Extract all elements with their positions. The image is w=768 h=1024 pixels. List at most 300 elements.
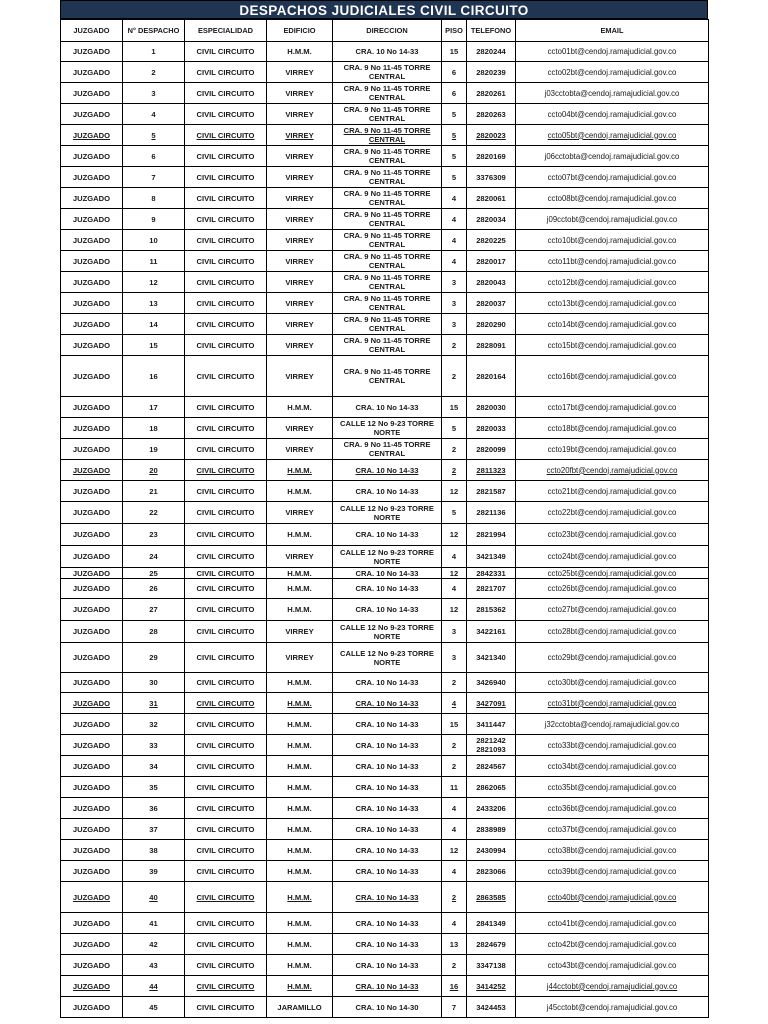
cell-edificio: VIRREY: [267, 272, 333, 293]
cell-juzgado: JUZGADO: [61, 481, 123, 502]
cell-despacho-number: 2: [123, 62, 185, 83]
cell-direccion: CRA. 10 No 14-33: [333, 913, 442, 934]
cell-direccion: CRA. 9 No 11-45 TORRE CENTRAL: [333, 209, 442, 230]
cell-piso: 12: [442, 599, 467, 621]
cell-telefono: 2820164: [467, 356, 516, 397]
table-row: [61, 673, 709, 693]
table-row: [61, 502, 709, 524]
cell-email: ccto21bt@cendoj.ramajudicial.gov.co: [516, 481, 709, 502]
cell-telefono: 2820034: [467, 209, 516, 230]
table-row: [61, 209, 709, 230]
cell-direccion: CRA. 10 No 14-33: [333, 861, 442, 882]
cell-direccion: CRA. 10 No 14-33: [333, 955, 442, 976]
cell-telefono: 2820023: [467, 125, 516, 146]
cell-piso: 2: [442, 735, 467, 756]
cell-especialidad: CIVIL CIRCUITO: [185, 397, 267, 418]
cell-piso: 3: [442, 621, 467, 643]
cell-edificio: H.M.M.: [267, 913, 333, 934]
cell-piso: 7: [442, 997, 467, 1018]
cell-juzgado: JUZGADO: [61, 62, 123, 83]
cell-juzgado: JUZGADO: [61, 777, 123, 798]
cell-email: ccto22bt@cendoj.ramajudicial.gov.co: [516, 502, 709, 524]
cell-direccion: CRA. 10 No 14-33: [333, 397, 442, 418]
cell-edificio: H.M.M.: [267, 861, 333, 882]
cell-email: ccto43bt@cendoj.ramajudicial.gov.co: [516, 955, 709, 976]
table-row: [61, 819, 709, 840]
cell-edificio: H.M.M.: [267, 673, 333, 693]
cell-email: ccto40bt@cendoj.ramajudicial.gov.co: [516, 882, 709, 913]
cell-email: ccto15bt@cendoj.ramajudicial.gov.co: [516, 335, 709, 356]
cell-edificio: VIRREY: [267, 439, 333, 460]
cell-especialidad: CIVIL CIRCUITO: [185, 314, 267, 335]
cell-despacho-number: 34: [123, 756, 185, 777]
cell-edificio: VIRREY: [267, 621, 333, 643]
cell-email: ccto05bt@cendoj.ramajudicial.gov.co: [516, 125, 709, 146]
cell-email: ccto35bt@cendoj.ramajudicial.gov.co: [516, 777, 709, 798]
cell-despacho-number: 45: [123, 997, 185, 1018]
cell-email: ccto36bt@cendoj.ramajudicial.gov.co: [516, 798, 709, 819]
cell-juzgado: JUZGADO: [61, 167, 123, 188]
cell-despacho-number: 9: [123, 209, 185, 230]
cell-juzgado: JUZGADO: [61, 293, 123, 314]
cell-especialidad: CIVIL CIRCUITO: [185, 272, 267, 293]
cell-telefono: 2863585: [467, 882, 516, 913]
cell-despacho-number: 15: [123, 335, 185, 356]
table-row: [61, 546, 709, 568]
cell-edificio: VIRREY: [267, 188, 333, 209]
cell-email: j45cctobt@cendoj.ramajudicial.gov.co: [516, 997, 709, 1018]
header-piso: PISO: [442, 20, 467, 42]
cell-piso: 2: [442, 882, 467, 913]
cell-email: ccto18bt@cendoj.ramajudicial.gov.co: [516, 418, 709, 439]
cell-juzgado: JUZGADO: [61, 735, 123, 756]
cell-especialidad: CIVIL CIRCUITO: [185, 798, 267, 819]
table-row: [61, 777, 709, 798]
table-row: [61, 568, 709, 579]
cell-telefono: 2821242 2821093: [467, 735, 516, 756]
cell-direccion: CRA. 10 No 14-33: [333, 693, 442, 714]
cell-direccion: CRA. 9 No 11-45 TORRE CENTRAL: [333, 104, 442, 125]
cell-email: j32cctobta@cendoj.ramajudicial.gov.co: [516, 714, 709, 735]
cell-email: ccto17bt@cendoj.ramajudicial.gov.co: [516, 397, 709, 418]
cell-especialidad: CIVIL CIRCUITO: [185, 251, 267, 272]
cell-email: ccto07bt@cendoj.ramajudicial.gov.co: [516, 167, 709, 188]
cell-especialidad: CIVIL CIRCUITO: [185, 976, 267, 997]
cell-telefono: 2823066: [467, 861, 516, 882]
cell-despacho-number: 8: [123, 188, 185, 209]
table-row: [61, 418, 709, 439]
cell-email: ccto27bt@cendoj.ramajudicial.gov.co: [516, 599, 709, 621]
cell-juzgado: JUZGADO: [61, 502, 123, 524]
cell-direccion: CRA. 9 No 11-45 TORRE CENTRAL: [333, 293, 442, 314]
cell-direccion: CRA. 10 No 14-33: [333, 798, 442, 819]
cell-especialidad: CIVIL CIRCUITO: [185, 42, 267, 62]
cell-juzgado: JUZGADO: [61, 314, 123, 335]
cell-piso: 2: [442, 955, 467, 976]
cell-juzgado: JUZGADO: [61, 83, 123, 104]
table-row: [61, 460, 709, 481]
cell-especialidad: CIVIL CIRCUITO: [185, 861, 267, 882]
cell-especialidad: CIVIL CIRCUITO: [185, 819, 267, 840]
table-row: [61, 579, 709, 599]
cell-despacho-number: 24: [123, 546, 185, 568]
cell-email: ccto31bt@cendoj.ramajudicial.gov.co: [516, 693, 709, 714]
cell-despacho-number: 43: [123, 955, 185, 976]
cell-email: ccto42bt@cendoj.ramajudicial.gov.co: [516, 934, 709, 955]
cell-telefono: 2820017: [467, 251, 516, 272]
cell-piso: 2: [442, 460, 467, 481]
cell-edificio: H.M.M.: [267, 714, 333, 735]
cell-piso: 5: [442, 502, 467, 524]
cell-juzgado: JUZGADO: [61, 125, 123, 146]
table-row: [61, 861, 709, 882]
cell-telefono: 2862065: [467, 777, 516, 798]
cell-direccion: CRA. 10 No 14-33: [333, 976, 442, 997]
cell-despacho-number: 38: [123, 840, 185, 861]
cell-juzgado: JUZGADO: [61, 599, 123, 621]
cell-direccion: CRA. 10 No 14-33: [333, 524, 442, 546]
table-row: [61, 621, 709, 643]
cell-juzgado: JUZGADO: [61, 693, 123, 714]
cell-direccion: CRA. 9 No 11-45 TORRE CENTRAL: [333, 251, 442, 272]
cell-email: ccto33bt@cendoj.ramajudicial.gov.co: [516, 735, 709, 756]
cell-edificio: VIRREY: [267, 418, 333, 439]
table-row: [61, 481, 709, 502]
cell-email: ccto25bt@cendoj.ramajudicial.gov.co: [516, 568, 709, 579]
table-body: [61, 42, 709, 1018]
cell-juzgado: JUZGADO: [61, 209, 123, 230]
cell-edificio: VIRREY: [267, 293, 333, 314]
cell-edificio: H.M.M.: [267, 397, 333, 418]
cell-direccion: CRA. 10 No 14-33: [333, 460, 442, 481]
cell-edificio: H.M.M.: [267, 524, 333, 546]
cell-despacho-number: 31: [123, 693, 185, 714]
cell-telefono: 3424453: [467, 997, 516, 1018]
header-edificio: EDIFICIO: [267, 20, 333, 42]
table-row: [61, 251, 709, 272]
cell-email: ccto28bt@cendoj.ramajudicial.gov.co: [516, 621, 709, 643]
cell-juzgado: JUZGADO: [61, 955, 123, 976]
cell-edificio: H.M.M.: [267, 735, 333, 756]
cell-despacho-number: 41: [123, 913, 185, 934]
table-row: [61, 913, 709, 934]
cell-despacho-number: 33: [123, 735, 185, 756]
cell-piso: 5: [442, 167, 467, 188]
cell-direccion: CALLE 12 No 9-23 TORRE NORTE: [333, 546, 442, 568]
cell-piso: 3: [442, 314, 467, 335]
cell-despacho-number: 35: [123, 777, 185, 798]
cell-piso: 2: [442, 673, 467, 693]
cell-juzgado: JUZGADO: [61, 460, 123, 481]
cell-telefono: 3421349: [467, 546, 516, 568]
table-row: [61, 104, 709, 125]
header-direccion: DIRECCION: [333, 20, 442, 42]
cell-telefono: 2820043: [467, 272, 516, 293]
cell-juzgado: JUZGADO: [61, 546, 123, 568]
cell-telefono: 2842331: [467, 568, 516, 579]
cell-email: ccto10bt@cendoj.ramajudicial.gov.co: [516, 230, 709, 251]
cell-direccion: CRA. 10 No 14-33: [333, 579, 442, 599]
cell-piso: 11: [442, 777, 467, 798]
cell-especialidad: CIVIL CIRCUITO: [185, 913, 267, 934]
cell-edificio: VIRREY: [267, 356, 333, 397]
cell-direccion: CRA. 10 No 14-33: [333, 777, 442, 798]
cell-email: ccto29bt@cendoj.ramajudicial.gov.co: [516, 643, 709, 673]
cell-telefono: 2828091: [467, 335, 516, 356]
cell-edificio: VIRREY: [267, 146, 333, 167]
cell-especialidad: CIVIL CIRCUITO: [185, 502, 267, 524]
table-row: [61, 439, 709, 460]
cell-especialidad: CIVIL CIRCUITO: [185, 756, 267, 777]
cell-telefono: 2820244: [467, 42, 516, 62]
cell-despacho-number: 7: [123, 167, 185, 188]
cell-email: ccto01bt@cendoj.ramajudicial.gov.co: [516, 42, 709, 62]
cell-piso: 4: [442, 861, 467, 882]
cell-despacho-number: 12: [123, 272, 185, 293]
cell-edificio: VIRREY: [267, 643, 333, 673]
table-row: [61, 756, 709, 777]
cell-especialidad: CIVIL CIRCUITO: [185, 524, 267, 546]
cell-despacho-number: 1: [123, 42, 185, 62]
cell-telefono: 3427091: [467, 693, 516, 714]
cell-despacho-number: 13: [123, 293, 185, 314]
cell-piso: 4: [442, 579, 467, 599]
cell-telefono: 2430994: [467, 840, 516, 861]
cell-piso: 16: [442, 976, 467, 997]
cell-juzgado: JUZGADO: [61, 251, 123, 272]
cell-juzgado: JUZGADO: [61, 439, 123, 460]
cell-especialidad: CIVIL CIRCUITO: [185, 335, 267, 356]
cell-juzgado: JUZGADO: [61, 714, 123, 735]
cell-edificio: H.M.M.: [267, 819, 333, 840]
table-header: [61, 20, 709, 42]
cell-email: ccto11bt@cendoj.ramajudicial.gov.co: [516, 251, 709, 272]
cell-juzgado: JUZGADO: [61, 230, 123, 251]
cell-direccion: CRA. 9 No 11-45 TORRE CENTRAL: [333, 188, 442, 209]
page-title: DESPACHOS JUDICIALES CIVIL CIRCUITO: [60, 0, 708, 19]
cell-juzgado: JUZGADO: [61, 579, 123, 599]
cell-piso: 6: [442, 83, 467, 104]
cell-telefono: 3411447: [467, 714, 516, 735]
cell-direccion: CRA. 9 No 11-45 TORRE CENTRAL: [333, 146, 442, 167]
cell-direccion: CRA. 10 No 14-33: [333, 481, 442, 502]
cell-piso: 2: [442, 356, 467, 397]
cell-especialidad: CIVIL CIRCUITO: [185, 293, 267, 314]
cell-email: ccto12bt@cendoj.ramajudicial.gov.co: [516, 272, 709, 293]
cell-direccion: CRA. 9 No 11-45 TORRE CENTRAL: [333, 439, 442, 460]
cell-especialidad: CIVIL CIRCUITO: [185, 83, 267, 104]
cell-despacho-number: 22: [123, 502, 185, 524]
cell-edificio: VIRREY: [267, 167, 333, 188]
cell-telefono: 2820290: [467, 314, 516, 335]
cell-especialidad: CIVIL CIRCUITO: [185, 356, 267, 397]
cell-despacho-number: 20: [123, 460, 185, 481]
cell-especialidad: CIVIL CIRCUITO: [185, 621, 267, 643]
cell-telefono: 2820261: [467, 83, 516, 104]
cell-direccion: CRA. 10 No 14-33: [333, 568, 442, 579]
cell-despacho-number: 16: [123, 356, 185, 397]
cell-telefono: 2838989: [467, 819, 516, 840]
cell-especialidad: CIVIL CIRCUITO: [185, 777, 267, 798]
cell-piso: 2: [442, 335, 467, 356]
table-row: [61, 335, 709, 356]
cell-despacho-number: 10: [123, 230, 185, 251]
cell-email: ccto23bt@cendoj.ramajudicial.gov.co: [516, 524, 709, 546]
cell-especialidad: CIVIL CIRCUITO: [185, 599, 267, 621]
cell-despacho-number: 39: [123, 861, 185, 882]
cell-edificio: VIRREY: [267, 230, 333, 251]
cell-direccion: CRA. 10 No 14-33: [333, 735, 442, 756]
cell-despacho-number: 28: [123, 621, 185, 643]
cell-despacho-number: 23: [123, 524, 185, 546]
cell-edificio: H.M.M.: [267, 882, 333, 913]
cell-especialidad: CIVIL CIRCUITO: [185, 840, 267, 861]
cell-piso: 2: [442, 439, 467, 460]
cell-direccion: CRA. 10 No 14-33: [333, 819, 442, 840]
cell-edificio: VIRREY: [267, 502, 333, 524]
cell-email: j44cctobt@cendoj.ramajudicial.gov.co: [516, 976, 709, 997]
cell-direccion: CRA. 9 No 11-45 TORRE CENTRAL: [333, 272, 442, 293]
cell-edificio: VIRREY: [267, 83, 333, 104]
cell-direccion: CRA. 9 No 11-45 TORRE CENTRAL: [333, 167, 442, 188]
cell-piso: 4: [442, 188, 467, 209]
cell-email: ccto38bt@cendoj.ramajudicial.gov.co: [516, 840, 709, 861]
table-row: [61, 272, 709, 293]
header-telefono: TELEFONO: [467, 20, 516, 42]
cell-piso: 15: [442, 42, 467, 62]
cell-telefono: 2820225: [467, 230, 516, 251]
cell-especialidad: CIVIL CIRCUITO: [185, 997, 267, 1018]
table-row: [61, 397, 709, 418]
cell-telefono: 2821587: [467, 481, 516, 502]
cell-email: ccto13bt@cendoj.ramajudicial.gov.co: [516, 293, 709, 314]
cell-juzgado: JUZGADO: [61, 840, 123, 861]
cell-email: ccto30bt@cendoj.ramajudicial.gov.co: [516, 673, 709, 693]
cell-telefono: 2821707: [467, 579, 516, 599]
cell-telefono: 2820061: [467, 188, 516, 209]
cell-despacho-number: 21: [123, 481, 185, 502]
cell-juzgado: JUZGADO: [61, 524, 123, 546]
table-row: [61, 693, 709, 714]
cell-edificio: H.M.M.: [267, 579, 333, 599]
cell-despacho-number: 26: [123, 579, 185, 599]
cell-despacho-number: 14: [123, 314, 185, 335]
cell-especialidad: CIVIL CIRCUITO: [185, 955, 267, 976]
cell-edificio: JARAMILLO: [267, 997, 333, 1018]
cell-juzgado: JUZGADO: [61, 272, 123, 293]
table-row: [61, 293, 709, 314]
table-row: [61, 62, 709, 83]
cell-especialidad: CIVIL CIRCUITO: [185, 209, 267, 230]
cell-direccion: CRA. 10 No 14-33: [333, 934, 442, 955]
cell-piso: 6: [442, 62, 467, 83]
cell-edificio: H.M.M.: [267, 976, 333, 997]
table-row: [61, 230, 709, 251]
cell-piso: 15: [442, 714, 467, 735]
cell-edificio: VIRREY: [267, 251, 333, 272]
cell-piso: 4: [442, 819, 467, 840]
cell-especialidad: CIVIL CIRCUITO: [185, 230, 267, 251]
cell-piso: 2: [442, 756, 467, 777]
table-row: [61, 146, 709, 167]
cell-despacho-number: 5: [123, 125, 185, 146]
cell-especialidad: CIVIL CIRCUITO: [185, 643, 267, 673]
cell-juzgado: JUZGADO: [61, 42, 123, 62]
cell-despacho-number: 18: [123, 418, 185, 439]
cell-email: ccto34bt@cendoj.ramajudicial.gov.co: [516, 756, 709, 777]
cell-despacho-number: 6: [123, 146, 185, 167]
cell-telefono: 2820030: [467, 397, 516, 418]
cell-juzgado: JUZGADO: [61, 643, 123, 673]
cell-edificio: H.M.M.: [267, 460, 333, 481]
cell-especialidad: CIVIL CIRCUITO: [185, 735, 267, 756]
cell-juzgado: JUZGADO: [61, 673, 123, 693]
cell-edificio: H.M.M.: [267, 840, 333, 861]
cell-especialidad: CIVIL CIRCUITO: [185, 693, 267, 714]
cell-edificio: H.M.M.: [267, 756, 333, 777]
table-row: [61, 314, 709, 335]
cell-direccion: CRA. 10 No 14-33: [333, 714, 442, 735]
cell-especialidad: CIVIL CIRCUITO: [185, 481, 267, 502]
cell-edificio: H.M.M.: [267, 934, 333, 955]
cell-especialidad: CIVIL CIRCUITO: [185, 568, 267, 579]
cell-despacho-number: 27: [123, 599, 185, 621]
cell-especialidad: CIVIL CIRCUITO: [185, 125, 267, 146]
cell-telefono: 3422161: [467, 621, 516, 643]
cell-juzgado: JUZGADO: [61, 146, 123, 167]
cell-despacho-number: 4: [123, 104, 185, 125]
cell-telefono: 2820169: [467, 146, 516, 167]
cell-piso: 4: [442, 913, 467, 934]
cell-edificio: H.M.M.: [267, 777, 333, 798]
table-row: [61, 188, 709, 209]
table-row: [61, 42, 709, 62]
cell-juzgado: JUZGADO: [61, 976, 123, 997]
cell-despacho-number: 17: [123, 397, 185, 418]
cell-telefono: 2821136: [467, 502, 516, 524]
cell-despacho-number: 11: [123, 251, 185, 272]
cell-direccion: CRA. 10 No 14-33: [333, 840, 442, 861]
cell-email: ccto19bt@cendoj.ramajudicial.gov.co: [516, 439, 709, 460]
cell-despacho-number: 32: [123, 714, 185, 735]
table-row: [61, 167, 709, 188]
cell-telefono: 3421340: [467, 643, 516, 673]
cell-edificio: VIRREY: [267, 125, 333, 146]
cell-telefono: 2820099: [467, 439, 516, 460]
header-juzgado: JUZGADO: [61, 20, 123, 42]
cell-piso: 3: [442, 293, 467, 314]
document-sheet: [60, 0, 708, 1018]
cell-especialidad: CIVIL CIRCUITO: [185, 934, 267, 955]
cell-especialidad: CIVIL CIRCUITO: [185, 714, 267, 735]
table-row: [61, 934, 709, 955]
cell-juzgado: JUZGADO: [61, 756, 123, 777]
cell-juzgado: JUZGADO: [61, 188, 123, 209]
cell-direccion: CRA. 9 No 11-45 TORRE CENTRAL: [333, 125, 442, 146]
table-row: [61, 125, 709, 146]
table-row: [61, 714, 709, 735]
cell-piso: 5: [442, 104, 467, 125]
cell-email: ccto26bt@cendoj.ramajudicial.gov.co: [516, 579, 709, 599]
cell-despacho-number: 29: [123, 643, 185, 673]
courts-table: [60, 19, 709, 1018]
cell-direccion: CRA. 10 No 14-33: [333, 756, 442, 777]
table-row: [61, 356, 709, 397]
cell-juzgado: JUZGADO: [61, 882, 123, 913]
cell-piso: 4: [442, 230, 467, 251]
cell-piso: 4: [442, 798, 467, 819]
cell-piso: 4: [442, 209, 467, 230]
